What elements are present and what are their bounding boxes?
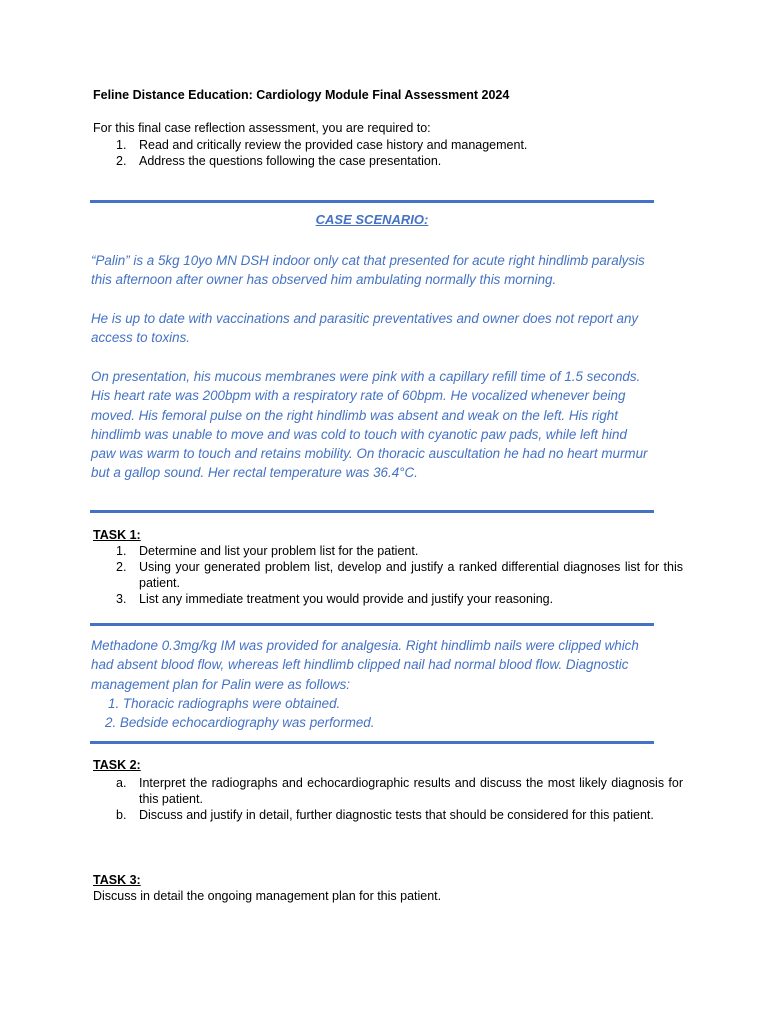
- list-number: 2.: [116, 560, 127, 574]
- management-paragraph: Methadone 0.3mg/kg IM was provided for analgesia. Right hindlimb nails were clipped which had absent blood flow, whereas left hindlimb clipped nail had normal blood flow. Diagnostic management plan for Palin were as follows:: [91, 638, 639, 692]
- task1-list: [93, 543, 683, 607]
- section-divider: [90, 510, 654, 513]
- task3-text: Discuss in detail the ongoing management plan for this patient.: [93, 889, 442, 903]
- management-item: [91, 694, 654, 713]
- task3-heading: TASK 3:: [93, 873, 141, 887]
- list-item: [93, 137, 683, 153]
- list-text: Read and critically review the provided case history and management.: [139, 138, 528, 152]
- instructions-list: [93, 137, 683, 169]
- list-text: Determine and list your problem list for the patient.: [139, 544, 419, 558]
- management-item-text: Thoracic radiographs were obtained.: [122, 695, 341, 711]
- list-text: Using your generated problem list, develop and justify a ranked differential diagnoses list for this patient.: [139, 560, 683, 590]
- task2-heading: TASK 2:: [93, 758, 141, 772]
- section-divider: [90, 623, 654, 626]
- section-divider: [90, 200, 654, 203]
- list-number: 2.: [116, 154, 127, 168]
- management-item-number: 2.: [105, 715, 117, 731]
- list-text: Address the questions following the case presentation.: [139, 154, 442, 168]
- intro-text: For this final case reflection assessment, you are required to:: [93, 121, 431, 135]
- list-number: a.: [116, 776, 127, 790]
- management-item-text: Bedside echocardiography was performed.: [119, 715, 375, 731]
- case-paragraph-preventatives: He is up to date with vaccinations and parasitic preventatives and owner does not report any access to toxins.: [91, 311, 639, 346]
- management-item: [91, 713, 654, 732]
- list-item: [93, 591, 683, 607]
- management-section: [91, 636, 654, 732]
- task1-heading: TASK 1:: [93, 528, 141, 542]
- list-number: 1.: [116, 138, 127, 152]
- document-title: Feline Distance Education: Cardiology Module Final Assessment 2024: [93, 88, 510, 102]
- section-divider: [90, 741, 654, 744]
- task2-list: [93, 775, 683, 823]
- case-scenario-heading: CASE SCENARIO:: [315, 212, 429, 227]
- list-number: b.: [116, 808, 127, 822]
- management-item-number: 1.: [108, 695, 120, 711]
- list-item: [93, 153, 683, 169]
- list-item: [93, 559, 683, 591]
- list-item: [93, 543, 683, 559]
- list-item: [93, 807, 683, 823]
- case-paragraph-history: “Palin” is a 5kg 10yo MN DSH indoor only cat that presented for acute right hindlimb paralysis this afternoon after owner has observed him ambulating normally this morning.: [91, 253, 645, 288]
- list-text: Discuss and justify in detail, further diagnostic tests that should be considered for this patient.: [139, 808, 654, 822]
- list-number: 3.: [116, 592, 127, 606]
- list-text: List any immediate treatment you would provide and justify your reasoning.: [139, 592, 554, 606]
- list-item: [93, 775, 683, 807]
- list-number: 1.: [116, 544, 127, 558]
- list-text: Interpret the radiographs and echocardiographic results and discuss the most likely diagnosis for this patient.: [139, 776, 683, 806]
- case-paragraph-presentation: On presentation, his mucous membranes were pink with a capillary refill time of 1.5 seconds. His heart rate was 200bpm with a respiratory rate of 60bpm. He vocalized whenever being moved. His femoral pulse on the right hindlimb was absent and weak on the left. His right hindlimb was unable to move and was cold to touch with cyanotic paw pads, while left hind paw was warm to touch and retains mobility. On thoracic auscultation he had no heart murmur but a gallop sound. Her rectal temperature was 36.4°C.: [91, 369, 648, 481]
